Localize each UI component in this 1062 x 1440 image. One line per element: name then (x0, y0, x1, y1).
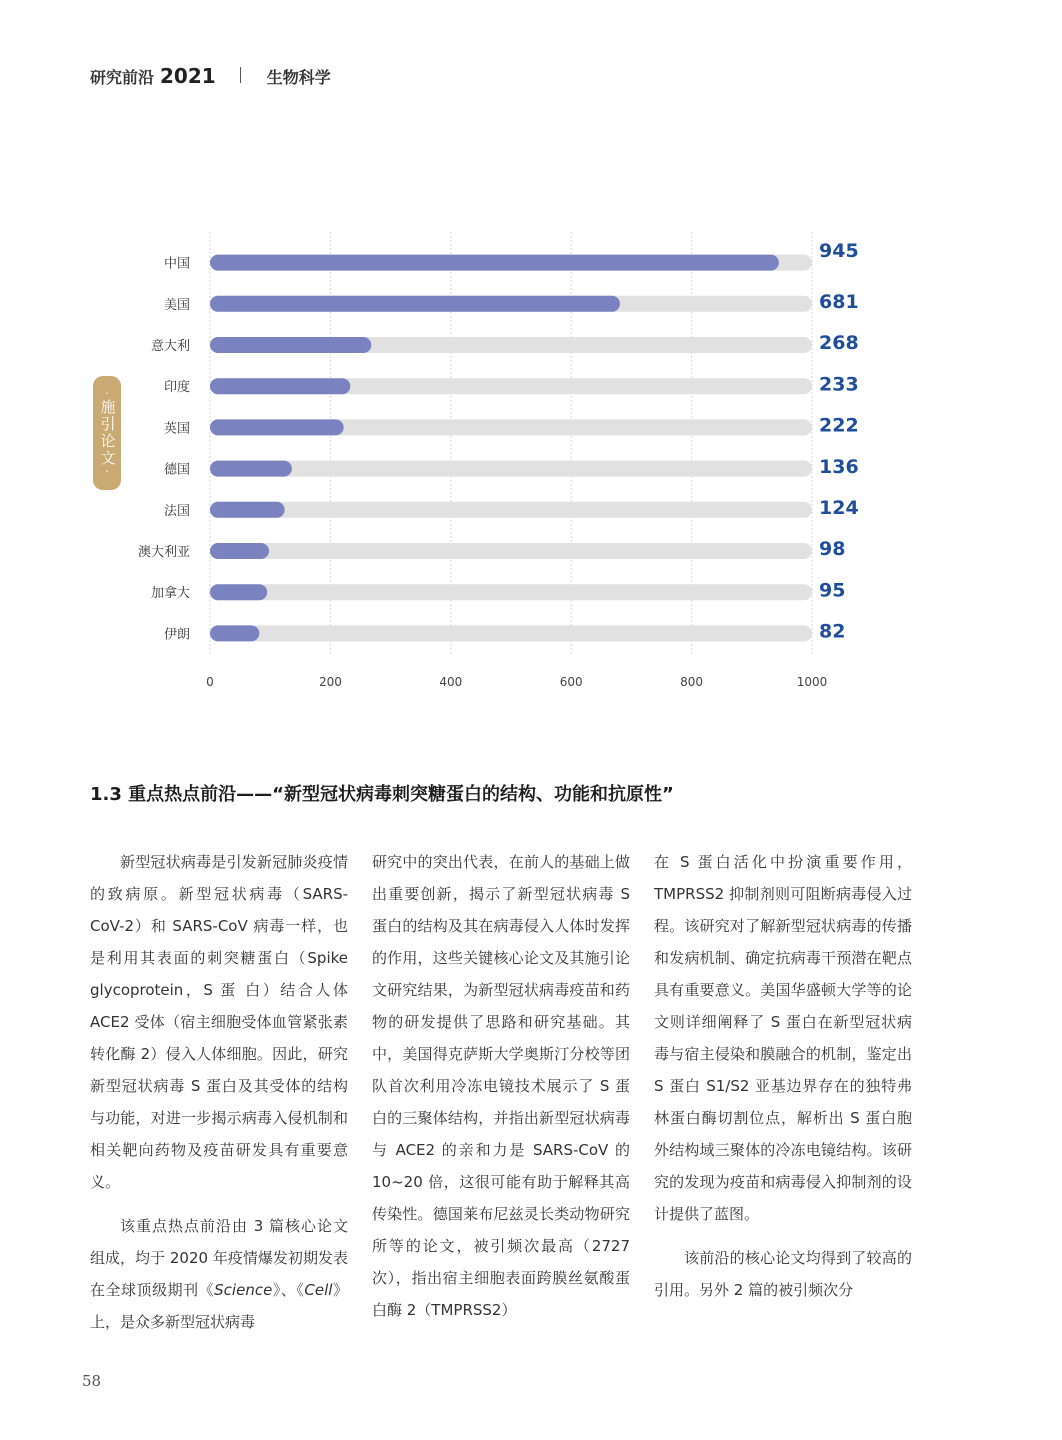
value-label: 82 (819, 620, 846, 643)
bar-track (210, 584, 812, 600)
category-label: 中国 (163, 256, 190, 272)
category-label: 德国 (163, 462, 190, 478)
category-label: 美国 (163, 297, 190, 313)
journal-cell: Cell (304, 1281, 333, 1299)
country-bar-chart (0, 230, 1062, 690)
bar (210, 502, 285, 518)
p2-text-a: 该重点热点前沿由 3 篇核心论文组成，均于 2020 年疫情爆发初期发表在全球顶级期刊《 (90, 1217, 348, 1299)
bar (210, 543, 269, 559)
text-column-3 (654, 846, 912, 1306)
text-column-2 (372, 846, 630, 1326)
value-label: 681 (819, 291, 859, 313)
paragraph-mechanism: 在 S 蛋白活化中扮演重要作用，TMPRSS2 抑制剂则可阻断病毒侵入过程。该研究对了解新型冠状病毒的传播和发病机制、确定抗病毒干预潜在靶点具有重要意义。美国华盛顿大学等的论文则详细阐释了 S 蛋白在新型冠状病毒与宿主侵染和膜融合的机制，鉴定出 S 蛋白 S1/S2 亚基边界存在的独特弗林蛋白酶切割位点，解析出 S 蛋白胞外结构域三聚体的冷冻电镜结构。该研究的发现为疫苗和病毒侵入抑制剂的设计提供了蓝图。 (654, 853, 912, 1223)
value-label: 268 (819, 332, 859, 355)
bar-track (210, 543, 812, 559)
tag-label: 施引论文 (98, 399, 117, 467)
value-label: 124 (819, 497, 859, 519)
category-label: 伊朗 (163, 627, 190, 643)
journal-science: Science (214, 1281, 273, 1299)
category-label: 法国 (163, 503, 190, 519)
x-tick-label: 0 (206, 675, 214, 689)
bar (210, 584, 267, 600)
bar-track (210, 625, 812, 641)
section-title: 1.3 重点热点前沿——“新型冠状病毒刺突糖蛋白的结构、功能和抗原性” (90, 784, 674, 805)
page-number: 58 (82, 1372, 102, 1390)
x-tick-label: 200 (318, 675, 342, 689)
bar-track (210, 502, 812, 518)
bar (210, 419, 344, 435)
paragraph-citations: 该前沿的核心论文均得到了较高的引用。另外 2 篇的被引频次分 (654, 1249, 912, 1299)
x-tick-label: 800 (680, 675, 704, 689)
tag-dot-bottom: · (105, 465, 109, 478)
value-label: 136 (819, 455, 859, 478)
paragraph-core-papers (90, 1210, 348, 1338)
x-tick-label: 1000 (796, 675, 828, 689)
header-year: 2021 (160, 64, 216, 88)
value-label: 222 (819, 414, 859, 437)
category-label: 意大利 (150, 339, 190, 354)
bar (210, 378, 350, 394)
category-label: 加拿大 (150, 586, 190, 602)
category-label: 澳大利亚 (137, 545, 190, 560)
x-tick-label: 400 (439, 675, 463, 689)
bar (210, 625, 259, 641)
p2-text-c: 》上，是众多新型冠状病毒 (90, 1281, 348, 1331)
bar (210, 255, 779, 271)
paragraph-findings: 研究中的突出代表，在前人的基础上做出重要创新，揭示了新型冠状病毒 S 蛋白的结构及其在病毒侵入人体时发挥的作用，这些关键核心论文及其施引论文研究结果，为新型冠状病毒疫苗和药物的研发提供了思路和研究基础。其中，美国得克萨斯大学奥斯汀分校等团队首次利用冷冻电镜技术展示了 S 蛋白的三聚体结构，并指出新型冠状病毒与 ACE2 的亲和力是 SARS-CoV 的 10~20 倍，这很可能有助于解释其高传染性。德国莱布尼兹灵长类动物研究所等的论文，被引频次最高（2727 次），指出宿主细胞表面跨膜丝氨酸蛋白酶 2（TMPRSS2） (372, 853, 630, 1319)
value-label: 945 (819, 239, 859, 262)
bar (210, 296, 620, 312)
header-subject: 生物科学 (266, 68, 331, 87)
header-divider (240, 67, 241, 83)
paragraph-intro: 新型冠状病毒是引发新冠肺炎疫情的致病原。新型冠状病毒（SARS-CoV-2）和 SARS-CoV 病毒一样，也是利用其表面的刺突糖蛋白（Spike glycoprotein，S 蛋 白）结合人体 ACE2 受体（宿主细胞受体血管紧张素转化酶 2）侵入人体细胞。因此，研究新型冠状病毒 S 蛋白及其受体的结构与功能，对进一步揭示病毒入侵机制和相关靶向药物及疫苗研发具有重要意义。 (90, 853, 348, 1191)
running-header (90, 64, 331, 92)
bar (210, 337, 371, 353)
header-series: 研究前沿 (90, 68, 155, 87)
text-column-1 (90, 846, 348, 1338)
x-tick-label: 600 (559, 675, 583, 689)
value-label: 95 (819, 579, 846, 602)
bar-track (210, 461, 812, 477)
tag-dot-top: · (105, 387, 109, 400)
category-label: 印度 (163, 380, 190, 396)
value-label: 233 (819, 373, 859, 396)
category-label: 英国 (163, 421, 190, 437)
bar (210, 461, 292, 477)
p2-text-b: 》、《 (272, 1281, 305, 1299)
value-label: 98 (819, 538, 846, 561)
